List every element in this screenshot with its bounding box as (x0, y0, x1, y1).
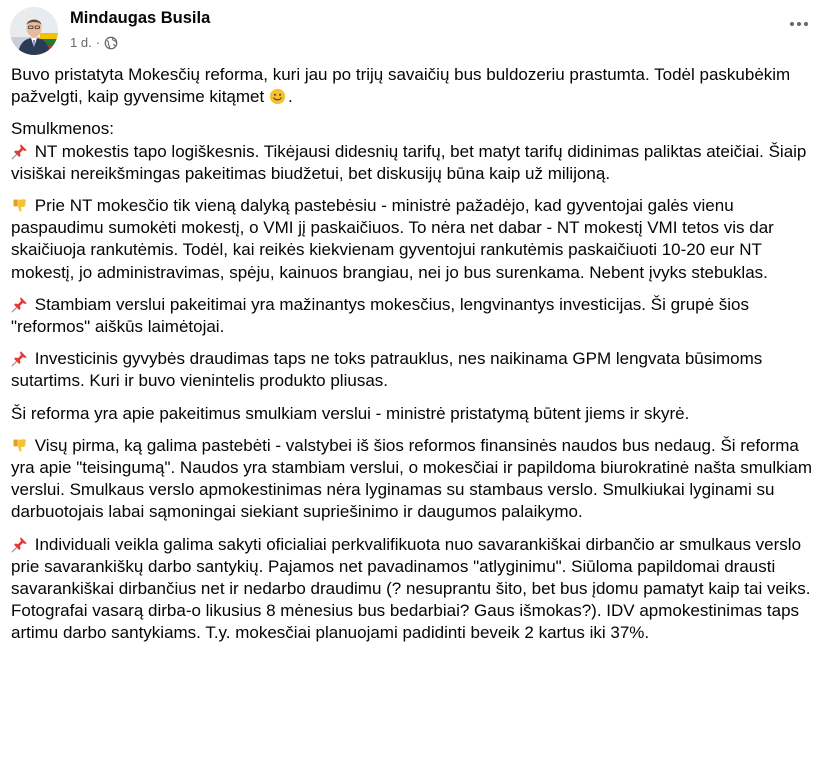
paragraph-stambus-verslas (11, 294, 823, 338)
paragraph-nt-vmi-text: Prie NT mokesčio tik vieną dalyką pastebėsiu - ministrė pažadėjo, kad gyventojai galės vienu paspaudimu sumokėti mokestį, o VMI jį paskaičiuos. To nėra net dabar - NT mokestį VMI tetos vis dar skaičiuoja rankutėmis. Todėl, kai reikės kiekvienam gyventojui rankutėmis paskaičiuoti 10-20 eur NT mokestį, jo administravimas, spėju, kainuos brangiau, nei jo bus surenkama. Nebent įvyks stebuklas. (11, 196, 774, 282)
paragraph-idv-text: Individuali veikla galima sakyti oficialiai perkvalifikuota nuo savarankiškai dirbančio ar smulkaus verslo prie savarankiškų darbo santykių. Pajamos net pavadinamos "atlyginimu". Siūloma papildomai drausti savarankiškai dirbančius net ir nedarbo draudimu (? nesuprantu šito, bet bus įdomu pamatyt kaip tai veiks. Fotografai vasarą dirba-o likusius 8 mėnesius bus bedarbiai? Gaus išmokas?). IDV apmokestinimas taps artimu darbo santykiams. T.y. mokesčiai planuojami padidinti beveik 2 kartus iki 37%. (11, 534, 811, 643)
post-timestamp[interactable]: 1 d. (70, 35, 92, 50)
smiling-face-emoji (269, 88, 286, 105)
paragraph-nt-text: NT mokestis tapo logiškesnis. Tikėjausi didesnių tarifų, bet matyt tarifų didinimas paliktas ateičiai. Šiaip visiškai nereikšmingas pakeitimas biudžetui, bet diskusijų būna kaip už milijoną. (11, 141, 807, 183)
paragraph-idv (11, 534, 823, 645)
paragraph-draudimas-text: Investicinis gyvybės draudimas taps ne toks patrauklus, nes naikinama GPM lengvata būsimoms sutartims. Kuri ir buvo vienintelis produkto pliusas. (11, 349, 763, 391)
avatar-image (10, 7, 58, 55)
more-horizontal-icon (790, 22, 808, 26)
paragraph-intro-end: . (287, 87, 293, 107)
paragraph-intro-text: Buvo pristatyta Mokesčių reforma, kuri jau po trijų savaičių bus buldozeriu prastumta. Todėl paskubėkim pažvelgti, kaip gyvensime kitąmet (11, 65, 791, 107)
pushpin-emoji (11, 350, 28, 367)
pushpin-emoji (11, 143, 28, 160)
author-name[interactable]: Mindaugas Busila (70, 9, 211, 27)
paragraph-nt-vmi (11, 195, 823, 284)
avatar[interactable] (10, 7, 58, 55)
separator-dot: · (95, 35, 101, 50)
thumbs-down-emoji (11, 197, 28, 214)
pushpin-emoji (11, 536, 28, 553)
paragraph-draudimas (11, 348, 823, 392)
more-options-button[interactable] (785, 14, 813, 34)
globe-icon[interactable] (104, 36, 118, 50)
paragraph-smulkmenos (11, 118, 823, 185)
post-meta (70, 7, 210, 51)
paragraph-stambus-verslas-text: Stambiam verslui pakeitimai yra mažinantys mokesčius, lengvinantys investicijas. Ši grupė šios "reformos" aiškūs laimėtojai. (11, 294, 750, 337)
paragraph-smulkus-verslas (11, 403, 823, 425)
paragraph-teisingumas-text: Visų pirma, ką galima pastebėti - valstybei iš šios reformos finansinės naudos bus nedaug. Ši reforma yra apie "teisingumą". Naudos yra stambiam verslui, o mokesčiai ir papildoma biurokratinė našta smulkiam verslui. Smulkaus verslo apmokestinimas nėra lyginamas su stambaus verslo. Smulkiukai lyginami su darbuotojais labai sąmoningai siekiant supriešinimo ir daugumos palaikymo. (11, 435, 813, 522)
pushpin-emoji (11, 296, 28, 313)
post-header (10, 7, 210, 55)
paragraph-intro (11, 64, 823, 108)
post-text (11, 64, 823, 645)
paragraph-smulkus-verslas-text: Ši reforma yra apie pakeitimus smulkiam verslui - ministrė pristatymą būtent jiems ir skyrė. (11, 403, 690, 423)
thumbs-down-emoji (11, 437, 28, 454)
paragraph-teisingumas (11, 435, 823, 524)
heading-smulkmenos: Smulkmenos: (11, 119, 114, 139)
post-subline (70, 35, 210, 51)
